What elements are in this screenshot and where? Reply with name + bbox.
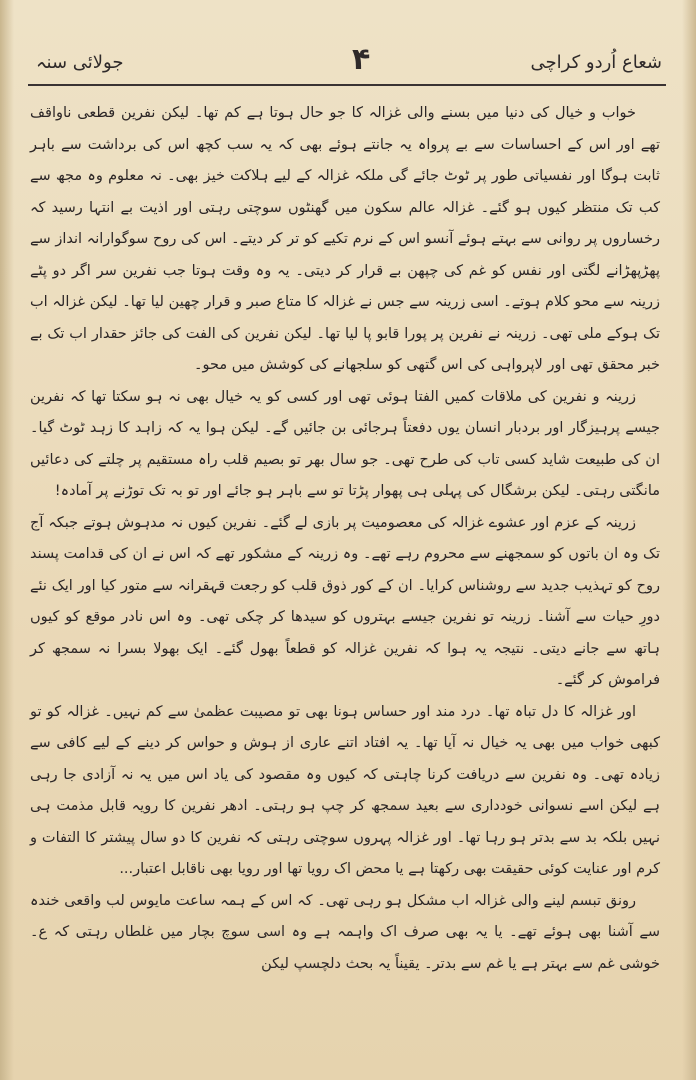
- page-edge-right: [682, 0, 696, 1080]
- page-edge-left: [0, 0, 14, 1080]
- running-header: [24, 42, 672, 82]
- issue-date: جولائی سنہ: [36, 52, 124, 73]
- paragraph: خواب و خیال کی دنیا میں بسنے والی غزالہ کا جو حال ہوتا ہے کم تھا۔ لیکن نفرین قطعی ناواقف تھے اور اس کے احساسات سے بے پرواہ یہ جانتے ہوئے بھی کہ یہ سب کچھ اس کی برداشت سے باہر ثابت ہوگا اور نفسیاتی طور پر ٹوٹ جائے گی ملکہ غزالہ کے لیے ہلاکت خیز بھی۔ نہ معلوم وہ مجھ سے کب تک منتظر کیوں ہو گئے۔ غزالہ عالم سکون میں گھنٹوں سوچتی رہتی اور اذیت بے انتہا رسید کہ رخساروں پر روانی سے بہتے ہوئے آنسو اس کے نرم تکیے کو تر کر دیتے۔ اس کی روح سوگوارانہ انداز سے پھڑپھڑانے لگتی اور نفس کو غم کی چپھن بے قرار کر دیتی۔ یہ وہ وقت ہوتا جب نفرین سر اگر دو پٹے زرینہ سے محو کلام ہوتے۔ اسی زرینہ سے جس نے غزالہ کا متاع صبر و قرار چھین لیا تھا۔ لیکن غزالہ اب تک ہوکے ملی تھی۔ زرینہ نے نفرین پر پورا قابو پا لیا تھا۔ لیکن نفرین کی الفت کی جائز حقدار اب تک بے خبر محقق تھی اور لاپرواہی کی اس گتھی کو سلجھانے کی کوشش میں محو۔: [30, 105, 660, 373]
- page-number: ۴: [352, 42, 371, 77]
- paragraph: رونق تبسم لینے والی غزالہ اب مشکل ہو رہی تھی۔ کہ اس کے ہمہ ساعت مایوس لب واقعی خندہ سے آشنا بھی ہوئے تھے۔ یا یہ بھی صرف اک واہمہ ہے وہ اسی سوچ بچار میں غلطاں رہتی کہ ع۔ خوشی غم سے بہتر ہے یا غم سے بدتر۔ یقیناً یہ بحث دلچسپ لیکن: [30, 892, 660, 972]
- journal-title: شعاع اُردو کراچی: [530, 52, 662, 73]
- paragraph: زرینہ و نفرین کی ملاقات کمیں الفتا ہوئی تھی اور کسی کو یہ خیال بھی نہ ہو سکتا تھا کہ نفرین جیسے پرہیزگار اور بردبار انسان یوں دفعتاً ہرجائی بن جائیں گے۔ لیکن ہوا یہ کہ زاہد کا زہد ٹوٹ گیا۔ ان کی طبیعت شاید کسی تاب کی طرح تھی۔ جو سال بھر تو بصیم قلب راہ مستقیم پر چلتے کی دعائیں مانگتی رہتی۔ لیکن برشگال کی پہلی ہی پھوار پڑتا تو سے باہر ہو جائے اور تو بہ تک توڑنے پر آمادہ!: [30, 388, 660, 499]
- paragraph: اور غزالہ کا دل تباہ تھا۔ درد مند اور حساس ہونا بھی تو مصیبت عظمیٰ سے کم نہیں۔ غزالہ کو تو کبھی خواب میں بھی یہ خیال نہ آیا تھا۔ یہ افتاد اتنے عاری از ہوش و حواس کر دینے کے لیے کافی سے زیادہ تھی۔ وہ نفرین سے دریافت کرنا چاہتی کہ کیوں وہ مقصود کی یاد اس میں یہ نہ آزادی جا رہی ہے لیکن اسے نسوانی خودداری سے بعید سمجھ کر چپ ہو رہتی۔ ادھر نفرین کا رویہ قابل مذمت ہی نہیں بلکہ بد سے بدتر ہو رہا تھا۔ اور غزالہ پہروں سوچتی رہتی کہ نفرین کا دو سال پیشتر کا التفات و کرم اور عنایت کوئی حقیقت بھی رکھتا ہے یا محض اک رویا تھا اور رویا بھی ناقابل اعتبار...: [30, 703, 660, 877]
- paragraph: زرینہ کے عزم اور عشوے غزالہ کی معصومیت پر بازی لے گئے۔ نفرین کیوں نہ مدہوش ہوتے جبکہ آج تک وہ ان باتوں کو سمجھنے سے محروم رہے تھے۔ وہ زرینہ کے مشکور تھے کہ اس نے ان کی قدامت پسند روح کو تہذیب جدید سے روشناس کرایا۔ ان کے کور ذوق قلب کو رجعت قہقرانہ سے متور کیا اور ایک نئے دورِ حیات سے آشنا۔ زرینہ تو نفرین جیسے بہتروں کو سیدھا کر چکی تھی۔ وہ اس نادر موقع کو کیوں ہاتھ سے جانے دیتی۔ نتیجہ یہ ہوا کہ نفرین غزالہ کو قطعاً بھول گئے۔ ایک بھولا بسرا نہ سمجھ کر فراموش کر گئے۔: [30, 514, 660, 688]
- header-rule: [28, 84, 666, 86]
- article-body: [30, 98, 660, 980]
